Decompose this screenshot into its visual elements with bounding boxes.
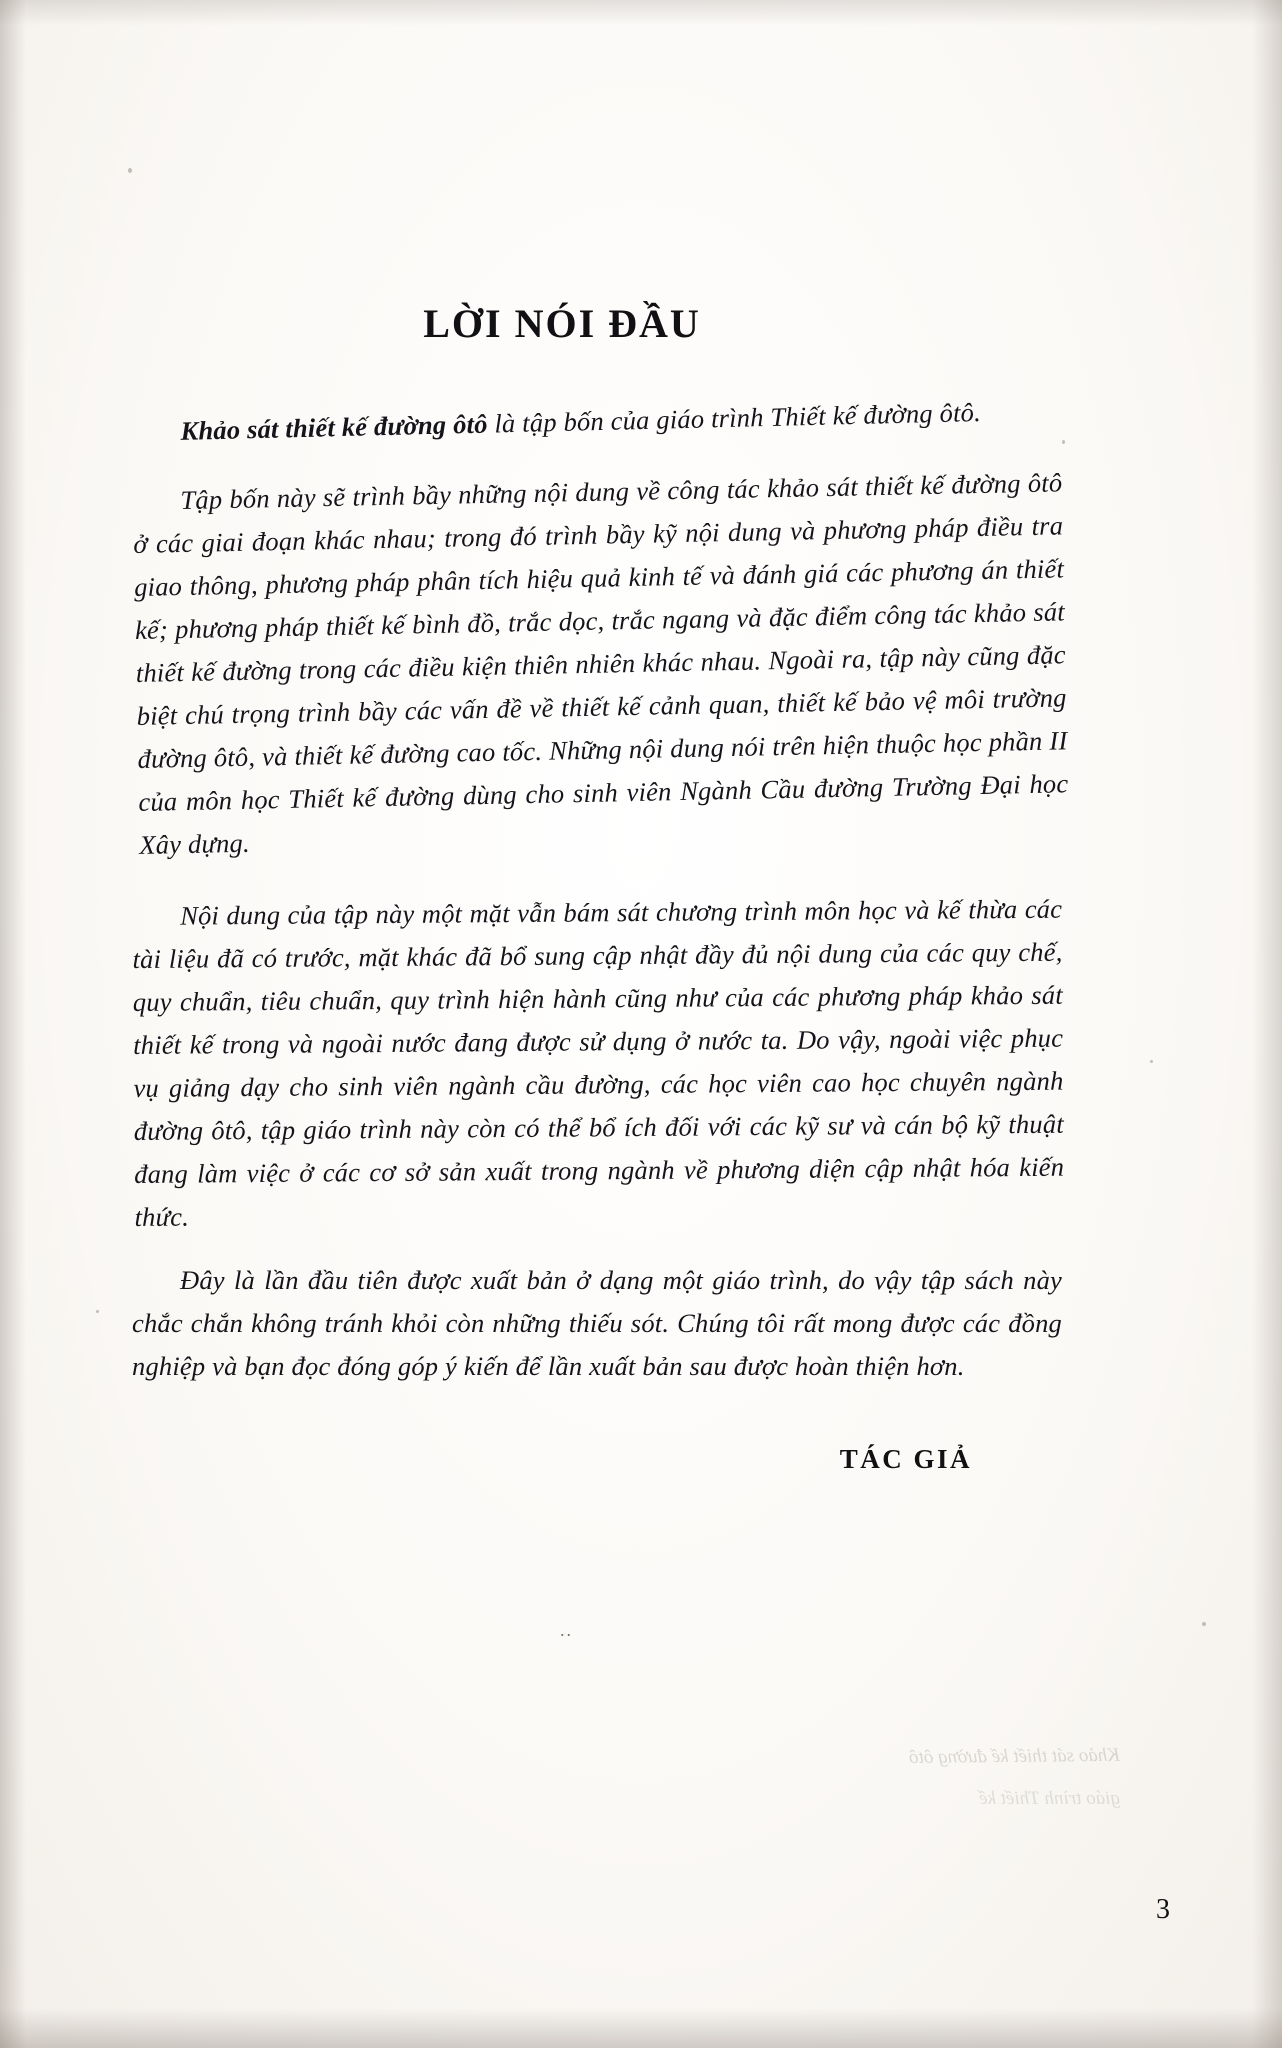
paragraph-1-rest: là tập bốn của giáo trình Thiết kế đường ôtô. (487, 397, 982, 439)
paragraph-1-lead: Khảo sát thiết kế đường ôtô (180, 408, 488, 446)
page-bottom-shadow (0, 2008, 1282, 2048)
reverse-page-showthrough: Khảo sát thiết kế đường ôtô (908, 1744, 1121, 1769)
scan-speck (128, 168, 132, 173)
paragraph-3: Nội dung của tập này một mặt vẫn bám sát chương trình môn học và kế thừa các tài liệu đã có trước, mặt khác đã bổ sung cập nhật đầy đủ nội dung của các quy chế, quy chuẩn, tiêu chuẩn, quy trình hiện hành cũng như của các phương pháp khảo sát thiết kế trong và ngoài nước đang được sử dụng ở nước ta. Do vậy, ngoài việc phục vụ giảng dạy cho sinh viên ngành cầu đường, các học viên cao học chuyên ngành đường ôtô, tập giáo trình này còn có thể bổ ích đối với các kỹ sư và cán bộ kỹ thuật đang làm việc ở các cơ sở sản xuất trong ngành về phương diện cập nhật hóa kiến thức. (132, 893, 1065, 1232)
author-signature: TÁC GIẢ (839, 1444, 972, 1474)
scan-speck (1202, 1622, 1206, 1626)
scan-speck (1150, 1060, 1153, 1063)
paragraph-1 (132, 389, 1063, 454)
scan-speck (96, 1310, 99, 1313)
page-number: 3 (1156, 1894, 1170, 1925)
paragraph-4: Đây là lần đầu tiên được xuất bản ở dạng một giáo trình, do vậy tập sách này chắc chắn không tránh khỏi còn những thiếu sót. Chúng tôi rất mong được các đồng nghiệp và bạn đọc đóng góp ý kiến để lần xuất bản sau được hoàn thiện hơn. (132, 1265, 1062, 1381)
page-top-shadow (0, 0, 1282, 26)
scan-artifact-dots: .. (560, 1620, 573, 1640)
page-title: LỜI NÓI ĐẦU (423, 301, 701, 346)
paragraph-2: Tập bốn này sẽ trình bầy những nội dung về công tác khảo sát thiết kế đường ôtô ở các giai đoạn khác nhau; trong đó trình bầy kỹ nội dung và phương pháp điều tra giao thông, phương pháp phân tích hiệu quả kinh tế và đánh giá các phương án thiết kế; phương pháp thiết kế bình đồ, trắc dọc, trắc ngang và đặc điểm công tác khảo sát thiết kế đường trong các điều kiện thiên nhiên khác nhau. Ngoài ra, tập này cũng đặc biệt chú trọng trình bầy các vấn đề về thiết kế cảnh quan, thiết kế bảo vệ môi trường đường ôtô, và thiết kế đường cao tốc. Những nội dung nói trên hiện thuộc học phần II của môn học Thiết kế đường dùng cho sinh viên Ngành Cầu đường Trường Đại học Xây dựng. (132, 467, 1069, 860)
page-text-block (132, 300, 1069, 1475)
reverse-page-showthrough-2: giáo trình Thiết kế (979, 1788, 1120, 1809)
scan-speck (1062, 440, 1065, 444)
